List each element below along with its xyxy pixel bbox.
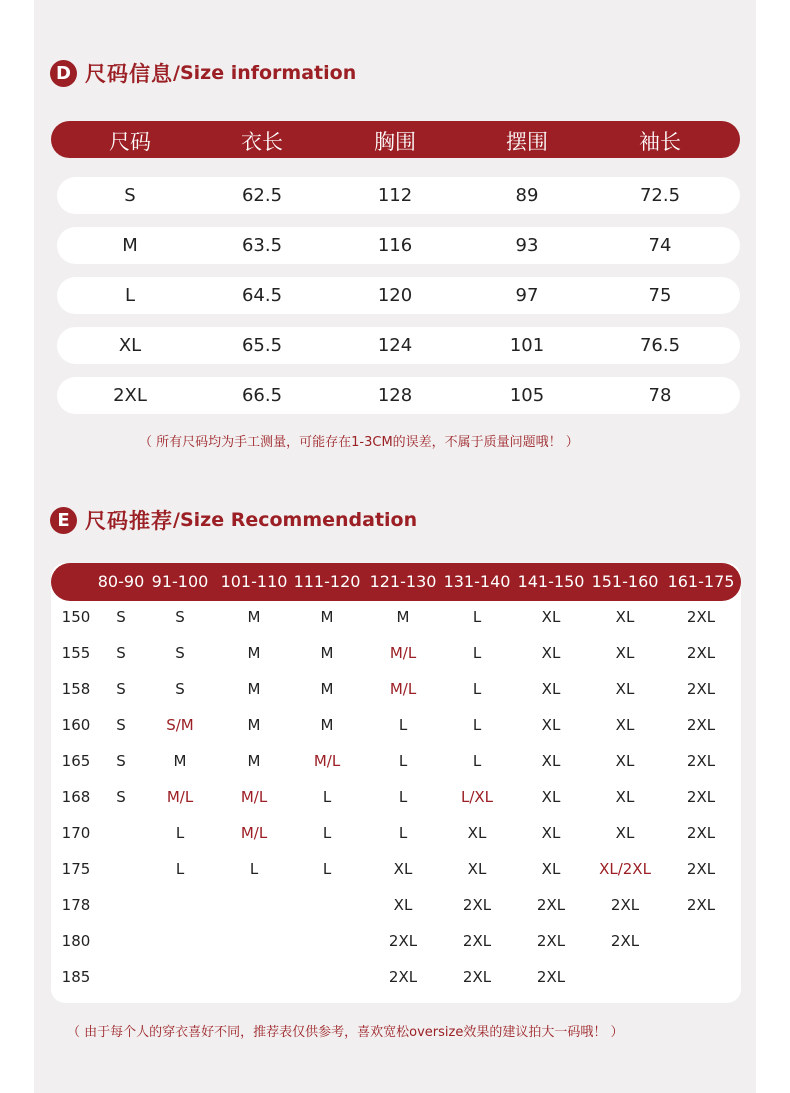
size-cell: L [398, 824, 408, 842]
hem-cell: 101 [509, 335, 545, 356]
table-row [51, 853, 741, 889]
height-cell: 175 [61, 860, 91, 878]
section-e-title [50, 505, 417, 535]
size-cell: M [247, 716, 261, 734]
header-size: 尺码 [109, 130, 151, 154]
size-info-row [57, 377, 740, 414]
header-length: 衣长 [241, 130, 283, 154]
length-cell: 66.5 [241, 385, 283, 406]
table-row [51, 961, 741, 997]
size-cell: XL [541, 752, 561, 770]
size-cell: 2XL [610, 932, 640, 950]
size-cell: L [249, 860, 259, 878]
size-cell: 2XL [388, 968, 418, 986]
header-sleeve: 袖长 [639, 130, 681, 154]
header-weight-range: 151-160 [591, 572, 659, 591]
size-cell: L [472, 752, 482, 770]
header-chest: 胸围 [374, 130, 416, 154]
size-info-row [57, 327, 740, 364]
height-cell: 185 [61, 968, 91, 986]
size-cell: 2XL [686, 644, 716, 662]
size-cell: M [122, 235, 138, 256]
height-cell: 170 [61, 824, 91, 842]
size-cell: M [320, 644, 334, 662]
size-cell: S [116, 608, 126, 626]
height-cell: 160 [61, 716, 91, 734]
size-cell: S [116, 680, 126, 698]
size-cell: 2XL [686, 608, 716, 626]
size-cell: XL [541, 788, 561, 806]
size-cell: S [116, 788, 126, 806]
size-cell: XL [615, 752, 635, 770]
size-cell: 2XL [686, 788, 716, 806]
size-cell: S [175, 644, 185, 662]
size-cell: 2XL [113, 385, 147, 406]
hem-cell: 89 [515, 185, 539, 206]
table-row [51, 781, 741, 817]
size-cell: XL [615, 608, 635, 626]
size-cell: M [247, 608, 261, 626]
table-row [51, 673, 741, 709]
size-cell: XL [541, 644, 561, 662]
header-hem: 摆围 [506, 130, 548, 154]
size-info-row [57, 277, 740, 314]
height-cell: 180 [61, 932, 91, 950]
size-cell: M/L [389, 644, 417, 662]
size-info-row [57, 227, 740, 264]
size-cell: 2XL [686, 752, 716, 770]
size-cell: L [398, 716, 408, 734]
chest-cell: 112 [377, 185, 413, 206]
size-cell: 2XL [686, 824, 716, 842]
header-weight-range: 141-150 [517, 572, 585, 591]
table-row [51, 637, 741, 673]
size-cell: XL [541, 716, 561, 734]
size-recommendation-table [51, 563, 741, 1003]
header-weight-range: 121-130 [369, 572, 437, 591]
size-cell: XL [541, 680, 561, 698]
size-cell: M [396, 608, 410, 626]
size-cell: 2XL [686, 716, 716, 734]
size-cell: L [322, 824, 332, 842]
size-cell: L [322, 788, 332, 806]
section-e-badge: E [50, 507, 77, 534]
height-cell: 158 [61, 680, 91, 698]
size-cell: XL [393, 860, 413, 878]
length-cell: 65.5 [241, 335, 283, 356]
size-cell: XL [541, 824, 561, 842]
size-cell: XL [541, 608, 561, 626]
header-weight-range: 161-175 [667, 572, 735, 591]
table-row [51, 745, 741, 781]
header-weight-range: 111-120 [293, 572, 361, 591]
size-cell: XL [615, 680, 635, 698]
size-info-row [57, 177, 740, 214]
height-cell: 155 [61, 644, 91, 662]
size-cell: M [173, 752, 187, 770]
size-cell: S [116, 752, 126, 770]
size-cell: M [247, 680, 261, 698]
size-cell: M/L [166, 788, 194, 806]
size-cell: 2XL [462, 932, 492, 950]
size-cell: M/L [313, 752, 341, 770]
size-info-note: （ 所有尺码均为手工测量，可能存在1-3CM的误差，不属于质量问题哦！ ） [139, 435, 579, 450]
size-cell: XL [467, 860, 487, 878]
section-d-title-cn: 尺码信息 [85, 62, 173, 86]
sleeve-cell: 72.5 [639, 185, 681, 206]
sleeve-cell: 78 [648, 385, 672, 406]
sleeve-cell: 75 [648, 285, 672, 306]
size-cell: 2XL [462, 968, 492, 986]
size-cell: L [322, 860, 332, 878]
header-weight-range: 80-90 [97, 572, 145, 591]
size-cell: 2XL [686, 860, 716, 878]
size-cell: XL [615, 824, 635, 842]
size-cell: S [175, 680, 185, 698]
size-cell: XL [615, 716, 635, 734]
table-row [51, 601, 741, 637]
size-cell: M [247, 752, 261, 770]
section-e-title-en: /Size Recommendation [173, 509, 418, 531]
size-cell: L [472, 644, 482, 662]
section-d-title-en: /Size information [173, 62, 357, 84]
size-cell: XL [615, 788, 635, 806]
size-cell: S [175, 608, 185, 626]
chest-cell: 124 [377, 335, 413, 356]
length-cell: 64.5 [241, 285, 283, 306]
size-cell: 2XL [686, 680, 716, 698]
section-d-title [50, 58, 356, 88]
section-e-title-cn: 尺码推荐 [85, 509, 173, 533]
size-info-header [51, 121, 740, 158]
hem-cell: 97 [515, 285, 539, 306]
size-cell: L [472, 608, 482, 626]
size-recommendation-note: （ 由于每个人的穿衣喜好不同，推荐表仅供参考，喜欢宽松oversize效果的建议拍大一码哦！ ） [67, 1025, 624, 1040]
size-cell: XL/2XL [599, 860, 651, 878]
height-cell: 178 [61, 896, 91, 914]
size-cell: XL [541, 860, 561, 878]
chest-cell: 128 [377, 385, 413, 406]
size-cell: S [116, 644, 126, 662]
size-recommendation-header [51, 563, 741, 601]
size-cell: M/L [240, 788, 268, 806]
size-cell: XL [393, 896, 413, 914]
size-cell: 2XL [536, 968, 566, 986]
size-cell: XL [118, 335, 142, 356]
size-cell: 2XL [462, 896, 492, 914]
sleeve-cell: 74 [648, 235, 672, 256]
size-cell: L [124, 285, 136, 306]
size-cell: 2XL [536, 932, 566, 950]
table-row [51, 925, 741, 961]
header-weight-range: 101-110 [220, 572, 288, 591]
sleeve-cell: 76.5 [639, 335, 681, 356]
chest-cell: 120 [377, 285, 413, 306]
size-cell: L [175, 824, 185, 842]
table-row [51, 709, 741, 745]
hem-cell: 93 [515, 235, 539, 256]
size-cell: L [175, 860, 185, 878]
size-cell: M/L [240, 824, 268, 842]
height-cell: 168 [61, 788, 91, 806]
table-row [51, 889, 741, 925]
size-cell: L [472, 716, 482, 734]
height-cell: 165 [61, 752, 91, 770]
size-cell: 2XL [536, 896, 566, 914]
size-cell: M [320, 680, 334, 698]
size-cell: S [124, 185, 136, 206]
size-cell: 2XL [388, 932, 418, 950]
size-cell: L/XL [460, 788, 494, 806]
header-weight-range: 91-100 [151, 572, 209, 591]
size-cell: M [247, 644, 261, 662]
size-cell: L [398, 752, 408, 770]
size-cell: M [320, 716, 334, 734]
table-row [51, 817, 741, 853]
length-cell: 62.5 [241, 185, 283, 206]
size-cell: XL [467, 824, 487, 842]
size-cell: 2XL [610, 896, 640, 914]
size-cell: S/M [166, 716, 194, 734]
section-d-badge: D [50, 60, 77, 87]
length-cell: 63.5 [241, 235, 283, 256]
chest-cell: 116 [377, 235, 413, 256]
height-cell: 150 [61, 608, 91, 626]
size-cell: XL [615, 644, 635, 662]
header-weight-range: 131-140 [443, 572, 511, 591]
size-cell: 2XL [686, 896, 716, 914]
size-cell: L [472, 680, 482, 698]
size-cell: L [398, 788, 408, 806]
size-cell: M/L [389, 680, 417, 698]
hem-cell: 105 [509, 385, 545, 406]
size-cell: S [116, 716, 126, 734]
size-cell: M [320, 608, 334, 626]
